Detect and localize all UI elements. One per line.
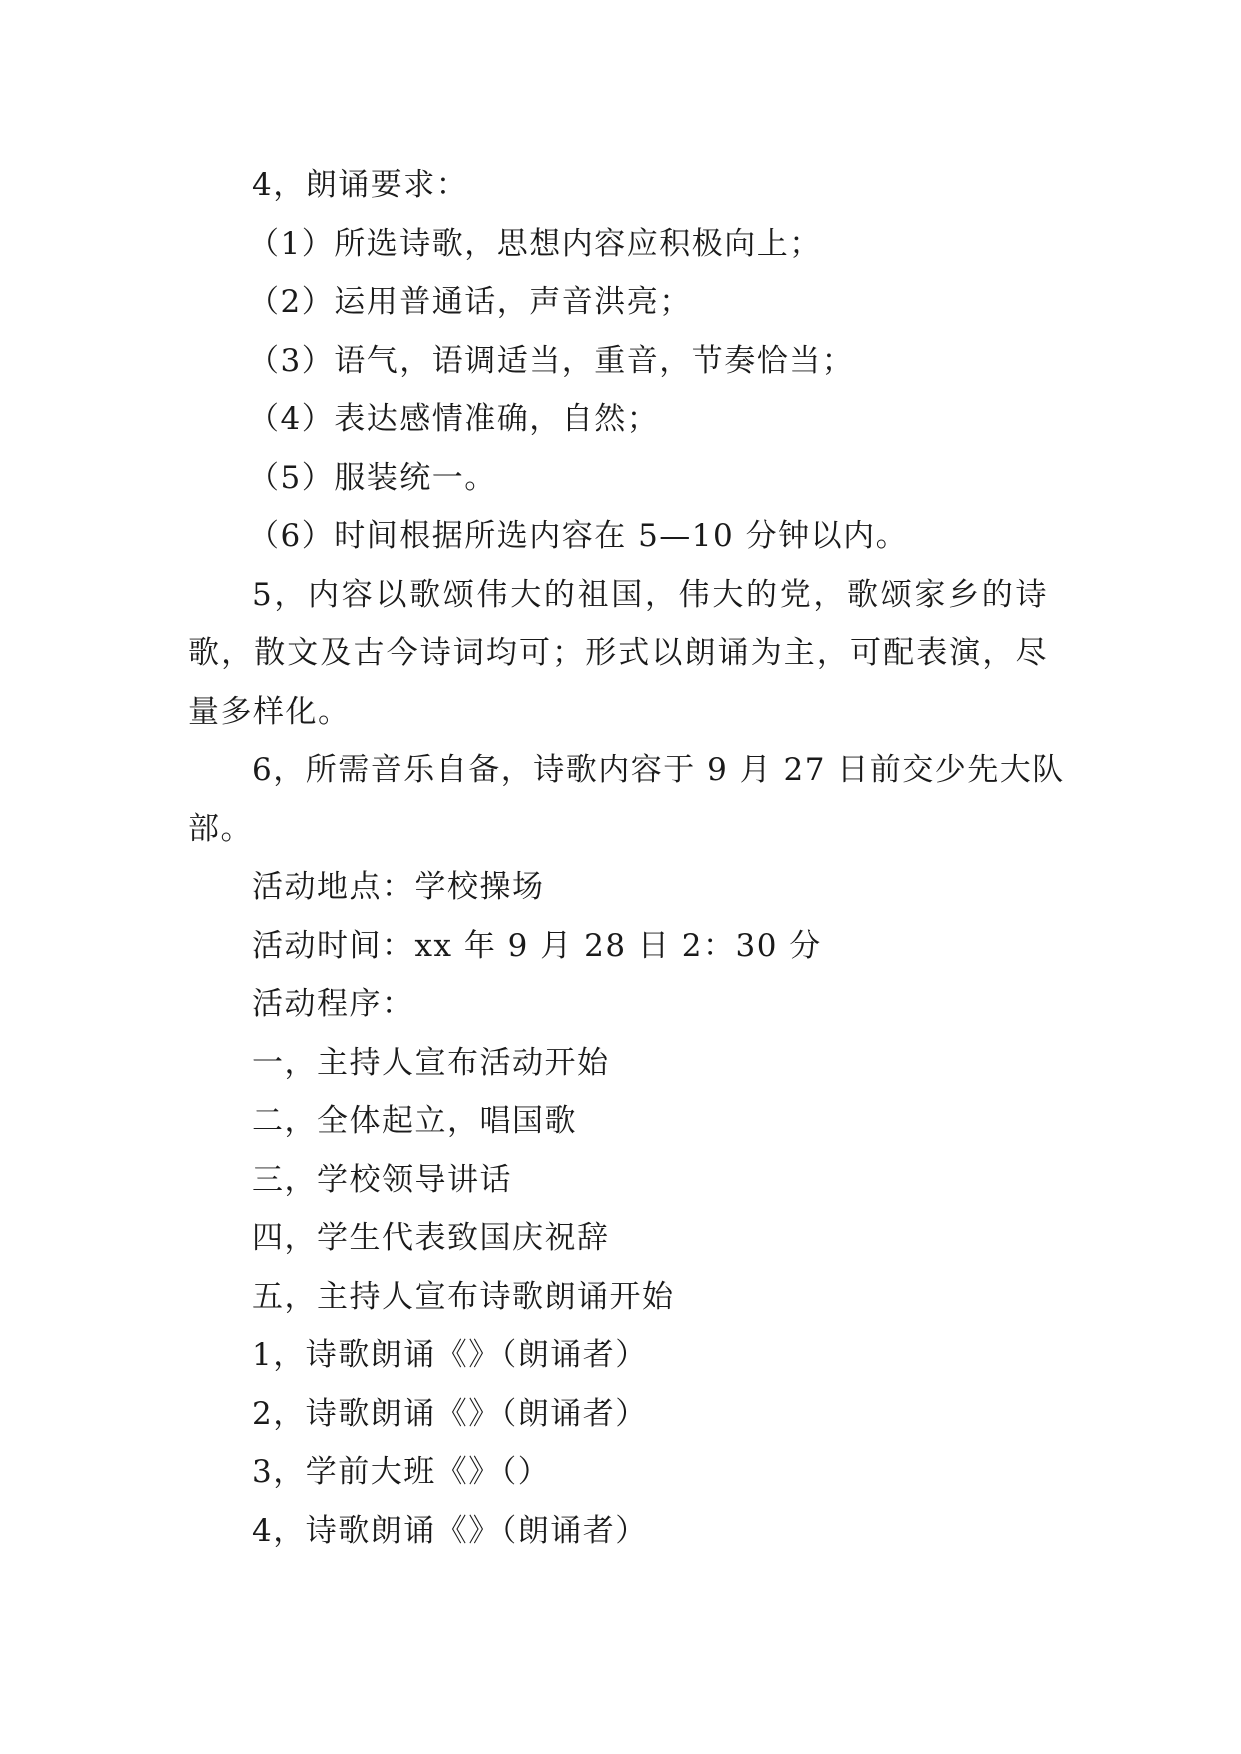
requirement-item-5: （5）服装统一。	[248, 459, 497, 496]
recitation-item-1: 1，诗歌朗诵《》（朗诵者）	[252, 1337, 648, 1373]
program-step-5: 五，主持人宣布诗歌朗诵开始	[252, 1278, 675, 1315]
requirement-item-1: （1）所选诗歌，思想内容应积极向上；	[248, 225, 822, 262]
recitation-item-2: 2，诗歌朗诵《》（朗诵者）	[252, 1395, 648, 1432]
activity-program-heading: 活动程序：	[252, 986, 415, 1022]
recitation-requirements-heading: 4，朗诵要求：	[252, 167, 469, 203]
activity-time: 活动时间：xx 年 9 月 28 日 2：30 分	[252, 927, 822, 964]
music-paragraph-line-1: 6，所需音乐自备，诗歌内容于 9 月 27 日前交少先大队	[252, 752, 1065, 788]
content-paragraph-line-1: 5，内容以歌颂伟大的祖国，伟大的党，歌颂家乡的诗	[252, 576, 1048, 613]
program-step-1: 一，主持人宣布活动开始	[252, 1044, 610, 1081]
recitation-item-3: 3，学前大班《》（）	[252, 1454, 551, 1490]
requirement-item-6: （6）时间根据所选内容在 5—10 分钟以内。	[248, 518, 909, 554]
program-step-3: 三，学校领导讲话	[252, 1161, 512, 1198]
recitation-item-4: 4，诗歌朗诵《》（朗诵者）	[252, 1512, 648, 1549]
requirement-item-2: （2）运用普通话，声音洪亮；	[248, 284, 692, 320]
program-step-2: 二，全体起立，唱国歌	[252, 1103, 577, 1139]
document-body	[188, 156, 1065, 1560]
content-paragraph-line-2: 歌，散文及古今诗词均可；形式以朗诵为主，可配表演，尽	[188, 635, 1048, 671]
activity-location: 活动地点：学校操场	[252, 869, 545, 905]
content-paragraph-line-3: 量多样化。	[188, 693, 351, 730]
program-step-4: 四，学生代表致国庆祝辞	[252, 1220, 610, 1256]
requirement-item-3: （3）语气，语调适当，重音，节奏恰当；	[248, 342, 855, 379]
music-paragraph-line-2: 部。	[188, 810, 253, 847]
requirement-item-4: （4）表达感情准确，自然；	[248, 401, 660, 437]
